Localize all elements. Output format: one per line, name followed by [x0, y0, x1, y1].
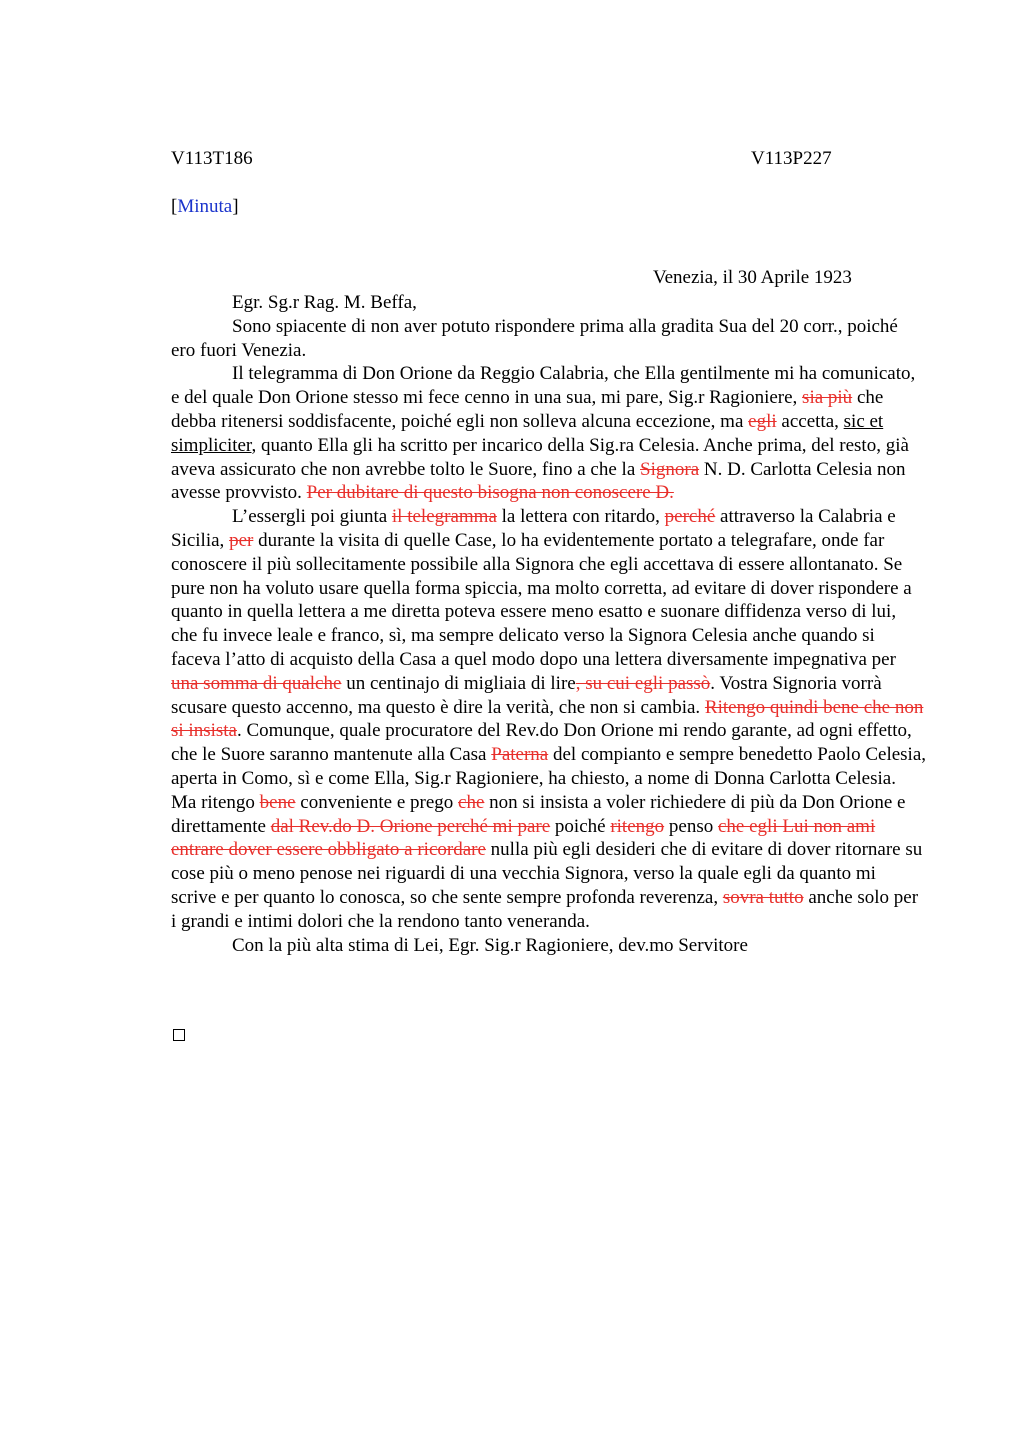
deleted-text: dal Rev.do D. Orione perché mi pare — [270, 815, 551, 837]
text-run: un centinajo di migliaia di lire — [341, 672, 576, 694]
deleted-text: Ritengo quindi bene che non si insista — [171, 696, 924, 742]
deleted-text: bene — [259, 791, 296, 813]
deleted-text: perché — [664, 506, 716, 528]
text-run: non si insista a voler richiedere di più da Don Orione e direttamente — [171, 791, 906, 837]
text-run: nulla più egli desideri che di evitare di dover ritornare su cose più o meno penose nei riguardi di una vecchia Signora, verso la quale egli da quanto mi scrive e per quanto lo conosca, so che sente sempre profonda reverenza, — [171, 839, 923, 908]
text-run: attraverso la Calabria e Sicilia, — [171, 506, 896, 551]
text-run: la lettera con ritardo, — [496, 506, 665, 528]
minuta-open-bracket: [ — [171, 196, 178, 217]
deleted-text: Paterna — [491, 744, 549, 766]
text-run: Il telegramma di Don Orione da Reggio Calabria, che Ella gentilmente mi ha comunicato, e del quale Don Orione stesso mi fece cenno in una sua, mi pare, Sig.r Ragioniere, — [171, 363, 916, 409]
text-run: anche solo per i grandi e intimi dolori che la rendono tanto veneranda. — [171, 886, 919, 932]
deleted-text: ritengo — [610, 815, 665, 837]
text-run: conveniente e prego — [295, 791, 459, 813]
document-reference-left: V113T186 — [171, 148, 253, 169]
minuta-label — [171, 196, 239, 218]
deleted-text: per — [229, 529, 254, 551]
text-run: che debba ritenersi soddisfacente, poiché egli non solleva alcuna eccezione, ma — [171, 387, 884, 432]
paragraph-2 — [171, 362, 926, 505]
letter-body — [171, 291, 926, 957]
deleted-text: Per dubitare di questo bisogna non conoscere D. — [306, 482, 674, 504]
deleted-text: sovra tutto — [722, 886, 804, 908]
text-run: . Comunque, quale procuratore del Rev.do Don Orione mi rendo garante, ad ogni effetto, che le Suore saranno mantenute alla Casa — [171, 720, 912, 766]
deleted-text: il telegramma — [391, 506, 497, 528]
text-run: del compianto e sempre benedetto Paolo Celesia, aperta in Como, sì e come Ella, Sig.r Ragioniere, ha chiesto, a nome di Donna Carlotta Celesia. Ma ritengo — [171, 744, 927, 813]
deleted-text: Signora — [640, 458, 700, 480]
salutation: Egr. Sg.r Rag. M. Beffa, — [232, 292, 417, 313]
text-run: . Vostra Signoria vorrà scusare questo accenno, ma questo è dire la verità, che non si cambia. — [171, 672, 882, 718]
text-run: penso — [664, 815, 718, 837]
text-run: , quanto Ella gli ha scritto per incarico della Sig.ra Celesia. Anche prima, del resto, già aveva assicurato che non avrebbe tolto le Suore, fino a che la — [171, 434, 909, 480]
text-run: durante la visita di quelle Case, lo ha evidentemente portato a telegrafare, onde far conoscere il più sollecitamente possibile alla Signora che egli accettava di essere allontanato. Se pure non ha voluto usare quella forma spiccia, ma molto corretta, ad evitare di dover rispondere a quanto in quella lettera a me diretta poteva essere meno esatto e suonare diffidenza verso di lui, che fu invece leale e franco, sì, ma sempre delicato verso la Signora Celesia anche quando si faceva l’atto di acquisto della Casa a quel modo dopo una lettera diversamente impegnativa per — [171, 529, 912, 670]
letter-date: Venezia, il 30 Aprile 1923 — [653, 267, 852, 288]
text-run: accetta, — [776, 410, 844, 432]
text-run: L’essergli poi giunta — [232, 506, 392, 528]
minuta-word: Minuta — [177, 196, 233, 217]
paragraph-1: Sono spiacente di non aver potuto rispondere prima alla gradita Sua del 20 corr., poiché ero fuori Venezia. — [171, 315, 898, 361]
deleted-text: , su cui egli passò — [575, 672, 711, 694]
text-run: N. D. Carlotta Celesia non avesse provvisto. — [171, 458, 906, 504]
deleted-text: che egli Lui non ami entrare dover essere obbligato a ricordare — [171, 815, 876, 861]
paragraph-3 — [171, 505, 926, 933]
text-run: poiché — [550, 815, 611, 837]
document-reference-right: V113P227 — [751, 148, 832, 169]
deleted-text: egli — [748, 410, 777, 432]
minuta-close-bracket: ] — [232, 196, 239, 217]
deleted-text: sia più — [802, 387, 853, 409]
deleted-text: che — [458, 791, 485, 813]
closing: Con la più alta stima di Lei, Egr. Sig.r Ragioniere, dev.mo Servitore — [232, 934, 748, 956]
underlined-text: sic et simpliciter — [171, 410, 884, 456]
empty-box-icon — [173, 1029, 185, 1041]
deleted-text: una somma di qualche — [171, 672, 342, 694]
